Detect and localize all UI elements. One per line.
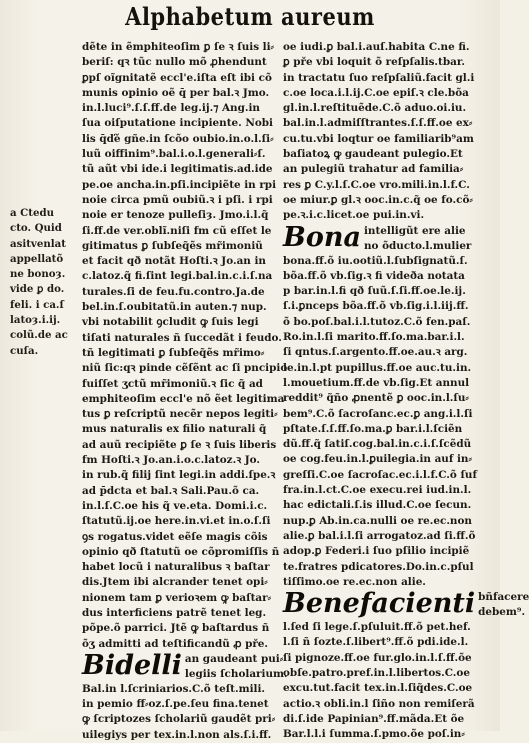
lemma-word: Benefacienti bbox=[283, 588, 476, 620]
text-line: ſua oiſputatione incipiente. Nobi bbox=[82, 117, 273, 130]
margin-note-line: appellatõ bbox=[10, 252, 64, 265]
text-line: tiſſimo.oe re.ec.non alie. bbox=[283, 575, 426, 588]
text-line: te.fratres pdicatores.Do.in.c.pſul bbox=[283, 560, 474, 573]
text-line: bal.in.l.admiſſtrantes.ſ.ſ.ff.oe ex⸗ bbox=[283, 117, 473, 130]
text-line: actio.ꝛ obli.in.l ſiño non remiſerã bbox=[283, 697, 475, 710]
text-line: mus naturalis ex filio naturali q̃ bbox=[82, 423, 267, 436]
margin-note-line: colũ.de ac bbox=[10, 329, 68, 342]
text-line: Ro.in.l.ſi marito.ff.ſo.ma.bar.i.l. bbox=[283, 331, 465, 344]
text-line: hac edictali.ſ.is illud.C.oe ſecun. bbox=[283, 499, 472, 512]
text-line: ſi pignoze.ff.oe fur.glo.in.l.ſ.ff.õe bbox=[283, 651, 472, 664]
text-line: emphiteoſim eccl'e nõ ẽet legitima bbox=[82, 392, 285, 405]
margin-note-line: ne bonoȝ. bbox=[10, 268, 66, 281]
text-line: vbi notabilit ꝯcludit ꝙ ſuis legi bbox=[82, 316, 259, 329]
text-line: ſ.i.ꝑnceps bõa.ff.õ vb.ſig.i.l.iij.ff. bbox=[283, 300, 469, 313]
text-line: p bar.in.l.fi qð ſuũ.ſ.ſi.ff.oe.le.ij. bbox=[283, 285, 466, 298]
text-line: pſtate.ſ.ſ.ff.ſo.ma.ꝑ bar.i.l.ſciẽn bbox=[283, 422, 463, 435]
lemma-text-line: bñfacere bbox=[478, 591, 529, 604]
text-line: excu.tut.facit tex.in.l.ſiq̃des.C.oe bbox=[283, 682, 473, 695]
text-line: ꝑpſ oĩgnitatẽ eccl'e.iſta eſt ibi cõ bbox=[82, 71, 272, 84]
text-line: reddit⁹ q̃ño ꝓnentẽ ꝑ ooc.in.l.ſu⸗ bbox=[283, 392, 469, 405]
lemma-word: Bona bbox=[283, 221, 361, 253]
margin-note-line: cto. Quid bbox=[10, 222, 62, 235]
margin-note-line: vide ꝑ do. bbox=[10, 283, 65, 296]
text-line: õʒ admitti ad teſtificandũ ꝓ pře. bbox=[82, 637, 269, 650]
text-line: c.oe loca.i.l.ij.C.oe epiſ.ꝛ cle.bõa bbox=[283, 86, 469, 99]
text-line: dũ.ff.q̃ ſatiſ.cog.bal.in.c.i.ſ.ſcẽdũ bbox=[283, 438, 472, 451]
text-line: ꝑ pře vbi loquit õ reſpſalis.tbar. bbox=[283, 56, 465, 69]
text-line: dis.Jtem ibi alcrander tenet opi⸗ bbox=[82, 576, 268, 589]
text-line: le.in.l.pt pupillus.ff.oe auc.tu.in. bbox=[283, 361, 472, 374]
text-line: opinio qð ſtatutũ oe cõpromiſſis ñ bbox=[82, 545, 280, 558]
text-line: õ bo.poſ.bal.i.l.tutoz.C.õ fen.paſ. bbox=[283, 315, 471, 328]
text-line: cu.tu.vbi loqtur oe familiarib⁹am bbox=[283, 132, 474, 145]
text-line: in tractatu ſuo reſpſaliũ.facit gl.i bbox=[283, 71, 475, 84]
lemma-text-line: debem⁹. bbox=[478, 606, 526, 619]
text-line: ſi qntus.ſ.argento.ff.oe.au.ꝛ arg. bbox=[283, 346, 468, 359]
running-head: Alphabetum aureum bbox=[125, 2, 375, 31]
margin-note-line: latoȝ.i.ij. bbox=[10, 314, 61, 327]
text-line: noie circa pmũ oubiũ.ꝛ i pſi. i rpi bbox=[82, 193, 273, 206]
text-line: c.latoz.q̃ fi.ſint legi.bal.in.c.i.ſ.na bbox=[82, 270, 273, 283]
text-line: bona.ff.õ iu.ootiũ.l.ſubſignatũ.ſ. bbox=[283, 254, 468, 267]
lemma-text-line: no õducto.l.mulier bbox=[363, 239, 472, 252]
text-line: fm Hoſti.ꝛ Jo.an.i.o.c.latoz.ꝛ Jo. bbox=[82, 454, 261, 467]
lemma-bidelli bbox=[82, 649, 288, 682]
text-line: ſtatutũ.ij.oe here.in.vi.et in.o.ſ.ſi bbox=[82, 515, 271, 528]
text-line: luũ oiffinim⁹.bal.i.o.l.generali⸗ſ. bbox=[82, 148, 266, 161]
text-line: l.ſi ñ ſozte.ſ.libert⁹.ff.õ pdi.ide.l. bbox=[283, 636, 469, 649]
text-line: beriſ: qꝛ tũc nullo mõ ꝓhendunt bbox=[82, 56, 267, 69]
text-line: ad p̄dcta et bal.ꝛ Sali.Pau.õ ca. bbox=[82, 484, 260, 497]
text-line: ꝙ ſcriptozes ſcholariũ gaudẽt pri⸗ bbox=[82, 713, 276, 726]
text-line: munis opinio oẽ q̄ per bal.ꝛ Jmo. bbox=[82, 86, 270, 99]
margin-note-line: a Ctedu bbox=[10, 207, 54, 219]
right-column bbox=[283, 40, 529, 742]
text-line: noie er tenoze pulleſiȝ. Jmo.i.l.q̃ bbox=[82, 209, 269, 222]
text-line: obſe.patro.pref.in.l.libertos.C.oe bbox=[283, 666, 470, 679]
text-line: uilegiys per tex.in.l.non als.ſ.i.ff. bbox=[82, 728, 272, 741]
left-column bbox=[82, 40, 288, 743]
margin-note-line: feli. i ca.ſ bbox=[10, 298, 64, 311]
text-line: res ꝑ C.y.l.ſ.C.oe vro.mili.in.l.f.C. bbox=[283, 178, 470, 191]
text-line: in.l.luci⁹.ſ.ſ.ff.de leg.ij.⁊ Ang.in bbox=[82, 102, 260, 115]
text-line: in rub.q̃ filij ſint legi.in addi.ſpe.ꝛ bbox=[82, 469, 276, 482]
text-line: gl.in.l.reſtituẽde.C.õ aduo.oi.iu. bbox=[283, 102, 467, 115]
margin-note-line: cuſa. bbox=[10, 344, 39, 357]
text-line: habet locũ i naturalibus ꝛ baſtar bbox=[82, 561, 270, 574]
lemma-bona bbox=[283, 221, 483, 254]
text-line: põpe.õ parrici. Jtẽ ꝙ baſtardus ñ bbox=[82, 622, 270, 635]
text-line: fuiſſet ʒctũ mr̃imoniũ.ꝛ ſic q̃ ad bbox=[82, 377, 263, 390]
text-line: bõa.ff.õ vb.ſig.ꝛ fi videða notata bbox=[283, 269, 465, 282]
text-line: Bar.l.l.i ſumma.ſ.pmo.õe poſ.in⸗ bbox=[283, 728, 465, 741]
text-line: greſſi.C.oe ſacroſac.ec.i.l.f.C.õ ſuf bbox=[283, 468, 477, 481]
margin-note-line: asitvenlat bbox=[10, 237, 66, 250]
text-line: nup.ꝑ Ab.in.ca.nulli oe re.ec.non bbox=[283, 514, 472, 527]
margin-note bbox=[10, 206, 76, 359]
text-line: nionem tam ꝑ verioꝛem ꝙ baſtar⸗ bbox=[82, 591, 272, 604]
text-line: di.ſ.ide Papinian⁹.ff.mãda.Et õe bbox=[283, 712, 465, 725]
text-line: ꝯs rogatus.videt eẽſe magis cõis bbox=[82, 530, 268, 543]
text-line: dẽte in ẽmphiteoſim ꝑ ſe ꝛ ſuis li⸗ bbox=[82, 41, 275, 53]
text-line: an pulegiũ trahatur ad familia⸗ bbox=[283, 163, 464, 176]
lemma-benefacienti bbox=[283, 588, 529, 620]
text-line: gitimatus ꝑ ſubſeq̃ẽs mr̃imoniũ bbox=[82, 239, 263, 252]
text-line: ad auũ recipiẽte ꝑ ſe ꝛ ſuis liberis bbox=[82, 438, 277, 451]
text-line: tũ aũt vbi ide.i legitimatis.ad.ide bbox=[82, 163, 273, 176]
text-line: tiſati naturales ñ ſuccedãt i feudo. bbox=[82, 331, 282, 344]
text-line: oe iudi.ꝑ bal.i.auſ.habita C.ne fi. bbox=[283, 41, 470, 53]
text-line: alie.ꝑ bal.i.l.ſi arrogatoz.ad ſi.ff.õ bbox=[283, 529, 476, 542]
text-line: niũ ſic:qꝛ pinde cẽſẽnt ac ſi pncipio bbox=[82, 362, 288, 375]
text-line: oe miur.ꝑ gl.ꝛ ooc.in.c.q̃ oe fo.cõ⸗ bbox=[283, 193, 473, 206]
text-line: l.mouetium.ff.de vb.ſig.Et annul bbox=[283, 376, 470, 389]
text-line: pe.ꝛ.i.c.licet.oe pui.in.vi. bbox=[283, 209, 425, 222]
text-line: baſiatoꝝ ꝙ gaudeant pulegio.Et bbox=[283, 148, 463, 161]
text-line: bel.in.ſ.oubitatũ.in auten.⁊ nup. bbox=[82, 301, 267, 314]
text-line: in pemio ff⸗oz.ſ.pe.ſeu fina.tenet bbox=[82, 698, 269, 711]
text-line: tus ꝑ reſcriptũ necẽr nepos legiti⸗ bbox=[82, 408, 278, 421]
lemma-text-line: an gaudeant pui⸗ bbox=[184, 652, 284, 665]
text-line: lis q̄ďě gñe.in ſcõo oubio.in.o.l.ſi⸗ bbox=[82, 132, 274, 145]
text-line: ſi.ff.de ver.oblĩ.niſi fm cũ eſſet le bbox=[82, 224, 272, 237]
text-line: Bal.in l.ſcriniarios.C.õ teſt.mili. bbox=[82, 682, 266, 695]
text-line: et facit qð notãt Hoſti.ꝛ Jo.an in bbox=[82, 255, 266, 268]
text-line: pe.oe ancha.in.pſi.incipiẽte in rpi bbox=[82, 178, 277, 191]
text-line: dus interficiens patrẽ tenet leg. bbox=[82, 606, 267, 619]
text-line: tñ legitimati ꝑ ſubſeq̃ẽs mr̃imo⸗ bbox=[82, 346, 265, 359]
text-line: in.l.ſ.C.oe his q̃ ve.eta. Domi.i.c. bbox=[82, 499, 268, 512]
text-line: fra.in.l.ct.C.oe execu.rei iud.in.l. bbox=[283, 484, 472, 497]
lemma-text-line: intelligũt ere alie bbox=[363, 224, 466, 237]
lemma-word: Bidelli bbox=[82, 649, 182, 681]
text-line: adop.ꝑ Federi.i ſuo pſilio incipiẽ bbox=[283, 545, 470, 558]
text-line: bem⁹.C.õ ſacroſanc.ec.ꝑ ang.i.l.ſi bbox=[283, 407, 473, 420]
text-line: l.ſed ſi lege.ſ.pſuluit.ff.õ pet.hef. bbox=[283, 621, 471, 634]
lemma-text-line: legiis ſcholarium. bbox=[184, 668, 288, 681]
text-line: oe cog.feu.in.l.ꝑuilegia.in auf in⸗ bbox=[283, 453, 472, 466]
text-line: turales.ſi de feu.fu.contro.Ja.de bbox=[82, 285, 265, 298]
